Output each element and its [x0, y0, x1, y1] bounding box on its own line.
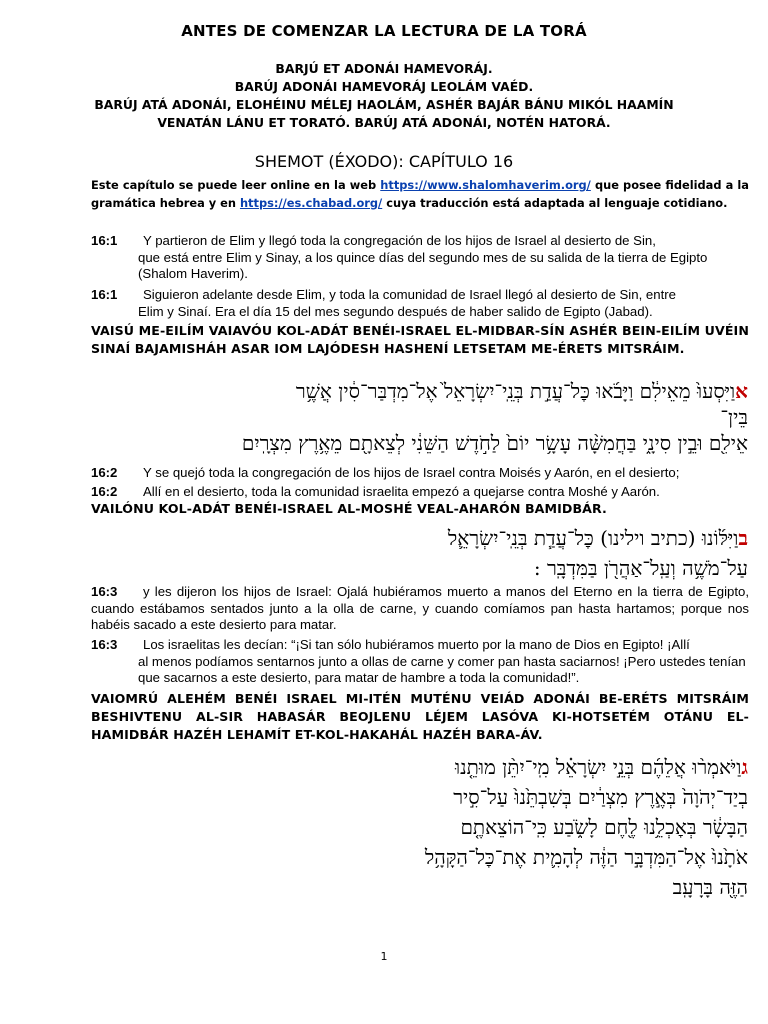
intro-text: cuya traducción está adaptada al lenguaje cotidiano. [382, 195, 728, 210]
verse-text: Los israelitas les decían: “¡Si tan sólo hubiéramos muerto por la mano de Dios en Egipto! ¡Allí [143, 637, 690, 652]
verse-translation [91, 465, 749, 482]
hebrew-line: עַל־מֹשֶׁ֥ה וְעַֽל־אַהֲרֹ֖ן בַּמִּדְבָּֽר : [533, 556, 748, 580]
hebrew-line [248, 752, 748, 782]
blessing-block [80, 60, 688, 132]
hebrew-line: הַבָּשָׂ֔ר בְּאׇכְלֵ֥נוּ לֶ֖חֶם לָשֹׂ֑בַע כִּֽי־הוֹצֵאתֶ֤ם [460, 815, 748, 839]
hebrew-line: הַזֶּ֖ה בָּרָעָֽב [672, 875, 748, 899]
hebrew-line: בְיַד־יְהֹוָה֙ בְּאֶ֣רֶץ מִצְרַ֔יִם בְּשִׁבְתֵּ֙נוּ֙ עַל־סִ֣יר [453, 785, 748, 809]
verse-text: Y partieron de Elim y llegó toda la congregación de los hijos de Israel al desierto de Sin, [143, 233, 656, 248]
chabad-link[interactable]: https://es.chabad.org/ [239, 195, 383, 210]
verse-translation [91, 233, 749, 283]
verse-translation [91, 287, 749, 320]
shalomhaverim-link[interactable]: https://www.shalomhaverim.org/ [380, 178, 591, 192]
verse-translation [91, 484, 749, 501]
verse-transliteration: VAIOMRÚ ALEHÉM BENÉI ISRAEL MI-ITÉN MUTÉNU VEIÁD ADONÁI BE-ERÉTS MITSRÁIM BESHIVTENU AL-SIR HABASÁR BEOJLENU LÉJEM LASÓVA KI-HOTSETÉM OTÁNU EL-HAMIDBÁR HAZÉH LEHAMÍT ET-KOL-HAKAHÁL HAZÉH BARA-ÁV. [91, 691, 749, 742]
hebrew-verse [248, 523, 748, 583]
verse-translation [91, 637, 749, 687]
verse-translation [91, 584, 749, 634]
hebrew-line: אֵילִ֖ם וּבֵ֣ין סִינָ֑י בַּחֲמִשָּׁ֨ה עָשָׂ֥ר יוֹם֙ לַחֹ֣דֶשׁ הַשֵּׁנִ֔י לְצֵאתָ֖ם מֵאֶ֥רֶץ מִצְרָֽיִם [241, 431, 748, 455]
intro-text: que posee fidelidad a la gramática hebrea y en [91, 178, 749, 210]
verse-number: 16:2 [91, 465, 118, 480]
hebrew-line: אֹתָ֙נוּ֙ אֶל־הַמִּדְבָּ֣ר הַזֶּ֔ה לְהָמִ֛ית אֶת־כׇּל־הַקָּהָ֥ל [424, 845, 748, 869]
verse-transliteration: VAILÓNU KOL-ADÁT BENÉI-ISRAEL AL-MOSHÉ VEAL-AHARÓN BAMIDBÁR. [91, 501, 607, 516]
hebrew-text: וַיִּסְעוּ֙ מֵאֵילִ֔ם וַיָּבֹ֜אוּ כׇּל־עֲדַ֣ת בְּנֵֽי־יִשְׂרָאֵל֙ אֶל־מִדְבַּר־סִ֔ין אֲשֶׁ֥ר [295, 379, 736, 403]
verse-number: 16:3 [91, 584, 118, 599]
hebrew-verse [88, 376, 748, 458]
verse-text: Y se quejó toda la congregación de los hijos de Israel contra Moisés y Aarón, en el desierto; [143, 465, 680, 480]
blessing-line: BARJÚ ET ADONÁI HAMEVORÁJ. [275, 61, 493, 76]
verse-number: 16:2 [91, 484, 118, 499]
verse-text-continued: que está entre Elim y Sinay, a los quince días del segundo mes de su salida de la tierra de Egipto (Shalom Haverim). [138, 249, 708, 281]
verse-letter-marker: ב [738, 526, 748, 550]
verse-transliteration: VAISÚ ME-EILÍM VAIAVÓU KOL-ADÁT BENÉI-ISRAEL EL-MIDBAR-SÍN ASHÉR BEIN-EILÍM UVÉIN SINAÍ BAJAMISHÁH ASAR IOM LAJÓDESH HASHENÍ LETSETAM ME-ÉRETS MITSRÁIM. [91, 323, 749, 356]
hebrew-line: בֵּין־ [720, 405, 748, 429]
verse-text: Allí en el desierto, toda la comunidad israelita empezó a quejarse contra Moshé y Aarón. [143, 484, 660, 499]
hebrew-text: וַיֹּאמְר֨וּ אֲלֵהֶ֜ם בְּנֵ֣י יִשְׂרָאֵ֗ל מִֽי־יִתֵּ֨ן מוּתֵ֤נוּ [455, 755, 742, 779]
verse-number: 16:1 [91, 287, 118, 302]
blessing-line: BARÚJ ADONÁI HAMEVORÁJ LEOLÁM VAÉD. [234, 79, 534, 94]
verse-text: Siguieron adelante desde Elim, y toda la comunidad de Israel llegó al desierto de Sin, entre [143, 287, 676, 302]
blessing-line: VENATÁN LÁNU ET TORATÓ. BARÚJ ATÁ ADONÁI, NOTÉN HATORÁ. [157, 115, 611, 130]
hebrew-line [248, 523, 748, 553]
verse-text: y les dijeron los hijos de Israel: Ojalá hubiéramos muerto a manos del Eterno en la tierra de Egipto, cuando estábamos sentados junto a la olla de carne, y cuando comíamos pan hasta hartamos; porque nos habéis sacado a este desierto para matar. [91, 584, 749, 632]
chapter-heading: SHEMOT (ÉXODO): CAPÍTULO 16 [254, 152, 514, 171]
page-number: 1 [380, 950, 388, 963]
verse-number: 16:1 [91, 233, 118, 248]
hebrew-line [88, 376, 748, 406]
verse-number: 16:3 [91, 637, 118, 652]
hebrew-text: וַיִּלּ֜וֹנוּ (כתיב וילינו) כׇּל־עֲדַ֧ת בְּנֵֽי־יִשְׂרָאֵ֛ל [447, 526, 739, 550]
verse-text-continued: Elim y Sinaí. Era el día 15 del mes segundo después de haber salido de Egipto (Jabad). [138, 303, 653, 319]
intro-text: Este capítulo se puede leer online en la web [91, 178, 381, 192]
page-title: ANTES DE COMENZAR LA LECTURA DE LA TORÁ [181, 22, 587, 40]
blessing-line: BARÚJ ATÁ ADONÁI, ELOHÉINU MÉLEJ HAOLÁM, ASHÉR BAJÁR BÁNU MIKÓL HAAMÍN [94, 97, 674, 112]
hebrew-verse [248, 752, 748, 902]
verse-letter-marker: א [735, 379, 748, 403]
verse-letter-marker: ג [741, 755, 748, 779]
verse-text-continued: al menos podíamos sentarnos junto a ollas de carne y comer pan hasta saciarnos! ¡Pero ustedes tenían que sacarnos a este desierto, para matar de hambre a toda la comunidad!”. [138, 653, 746, 685]
intro-paragraph [91, 177, 749, 212]
